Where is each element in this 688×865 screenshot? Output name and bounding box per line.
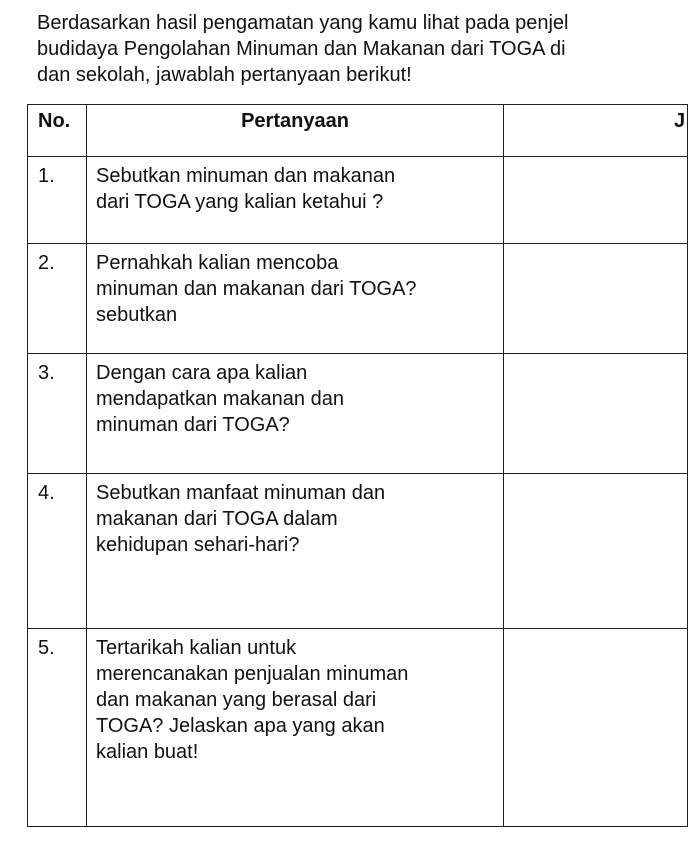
table-row bbox=[28, 629, 688, 827]
instruction-line: budidaya Pengolahan Minuman dan Makanan dari TOGA di bbox=[37, 38, 566, 60]
header-question: Pertanyaan bbox=[87, 105, 504, 157]
question-line: Sebutkan minuman dan makanan bbox=[96, 165, 396, 187]
table-row bbox=[28, 157, 688, 244]
question-text bbox=[87, 157, 504, 244]
question-line: dari TOGA yang kalian ketahui ? bbox=[96, 191, 384, 213]
header-no: No. bbox=[28, 105, 87, 157]
question-text bbox=[87, 244, 504, 354]
header-answer: J bbox=[504, 105, 688, 157]
question-line: minuman dan makanan dari TOGA? bbox=[96, 278, 417, 300]
row-number: 2. bbox=[28, 244, 87, 354]
answer-cell[interactable] bbox=[504, 474, 688, 629]
question-line: merencanakan penjualan minuman bbox=[96, 663, 409, 685]
question-text bbox=[87, 629, 504, 827]
answer-cell[interactable] bbox=[504, 354, 688, 474]
question-text bbox=[87, 474, 504, 629]
question-line: minuman dari TOGA? bbox=[96, 414, 290, 436]
question-line: TOGA? Jelaskan apa yang akan bbox=[96, 715, 385, 737]
answer-cell[interactable] bbox=[504, 244, 688, 354]
question-line: makanan dari TOGA dalam bbox=[96, 508, 338, 530]
question-line: mendapatkan makanan dan bbox=[96, 388, 344, 410]
answer-cell[interactable] bbox=[504, 629, 688, 827]
instruction-paragraph bbox=[37, 10, 677, 88]
question-line: Dengan cara apa kalian bbox=[96, 362, 308, 384]
row-number: 1. bbox=[28, 157, 87, 244]
table-header-row bbox=[28, 105, 688, 157]
question-line: Sebutkan manfaat minuman dan bbox=[96, 482, 386, 504]
question-line: Tertarikah kalian untuk bbox=[96, 637, 297, 659]
row-number: 3. bbox=[28, 354, 87, 474]
table-row bbox=[28, 244, 688, 354]
row-number: 4. bbox=[28, 474, 87, 629]
question-line: kehidupan sehari-hari? bbox=[96, 534, 300, 556]
instruction-line: Berdasarkan hasil pengamatan yang kamu lihat pada penjel bbox=[37, 12, 569, 34]
table-row bbox=[28, 474, 688, 629]
question-line: kalian buat! bbox=[96, 741, 199, 763]
question-text bbox=[87, 354, 504, 474]
instruction-line: dan sekolah, jawablah pertanyaan berikut! bbox=[37, 64, 412, 86]
answer-cell[interactable] bbox=[504, 157, 688, 244]
row-number: 5. bbox=[28, 629, 87, 827]
question-line: sebutkan bbox=[96, 304, 178, 326]
question-table bbox=[27, 104, 688, 827]
table-row bbox=[28, 354, 688, 474]
question-line: dan makanan yang berasal dari bbox=[96, 689, 377, 711]
question-line: Pernahkah kalian mencoba bbox=[96, 252, 339, 274]
